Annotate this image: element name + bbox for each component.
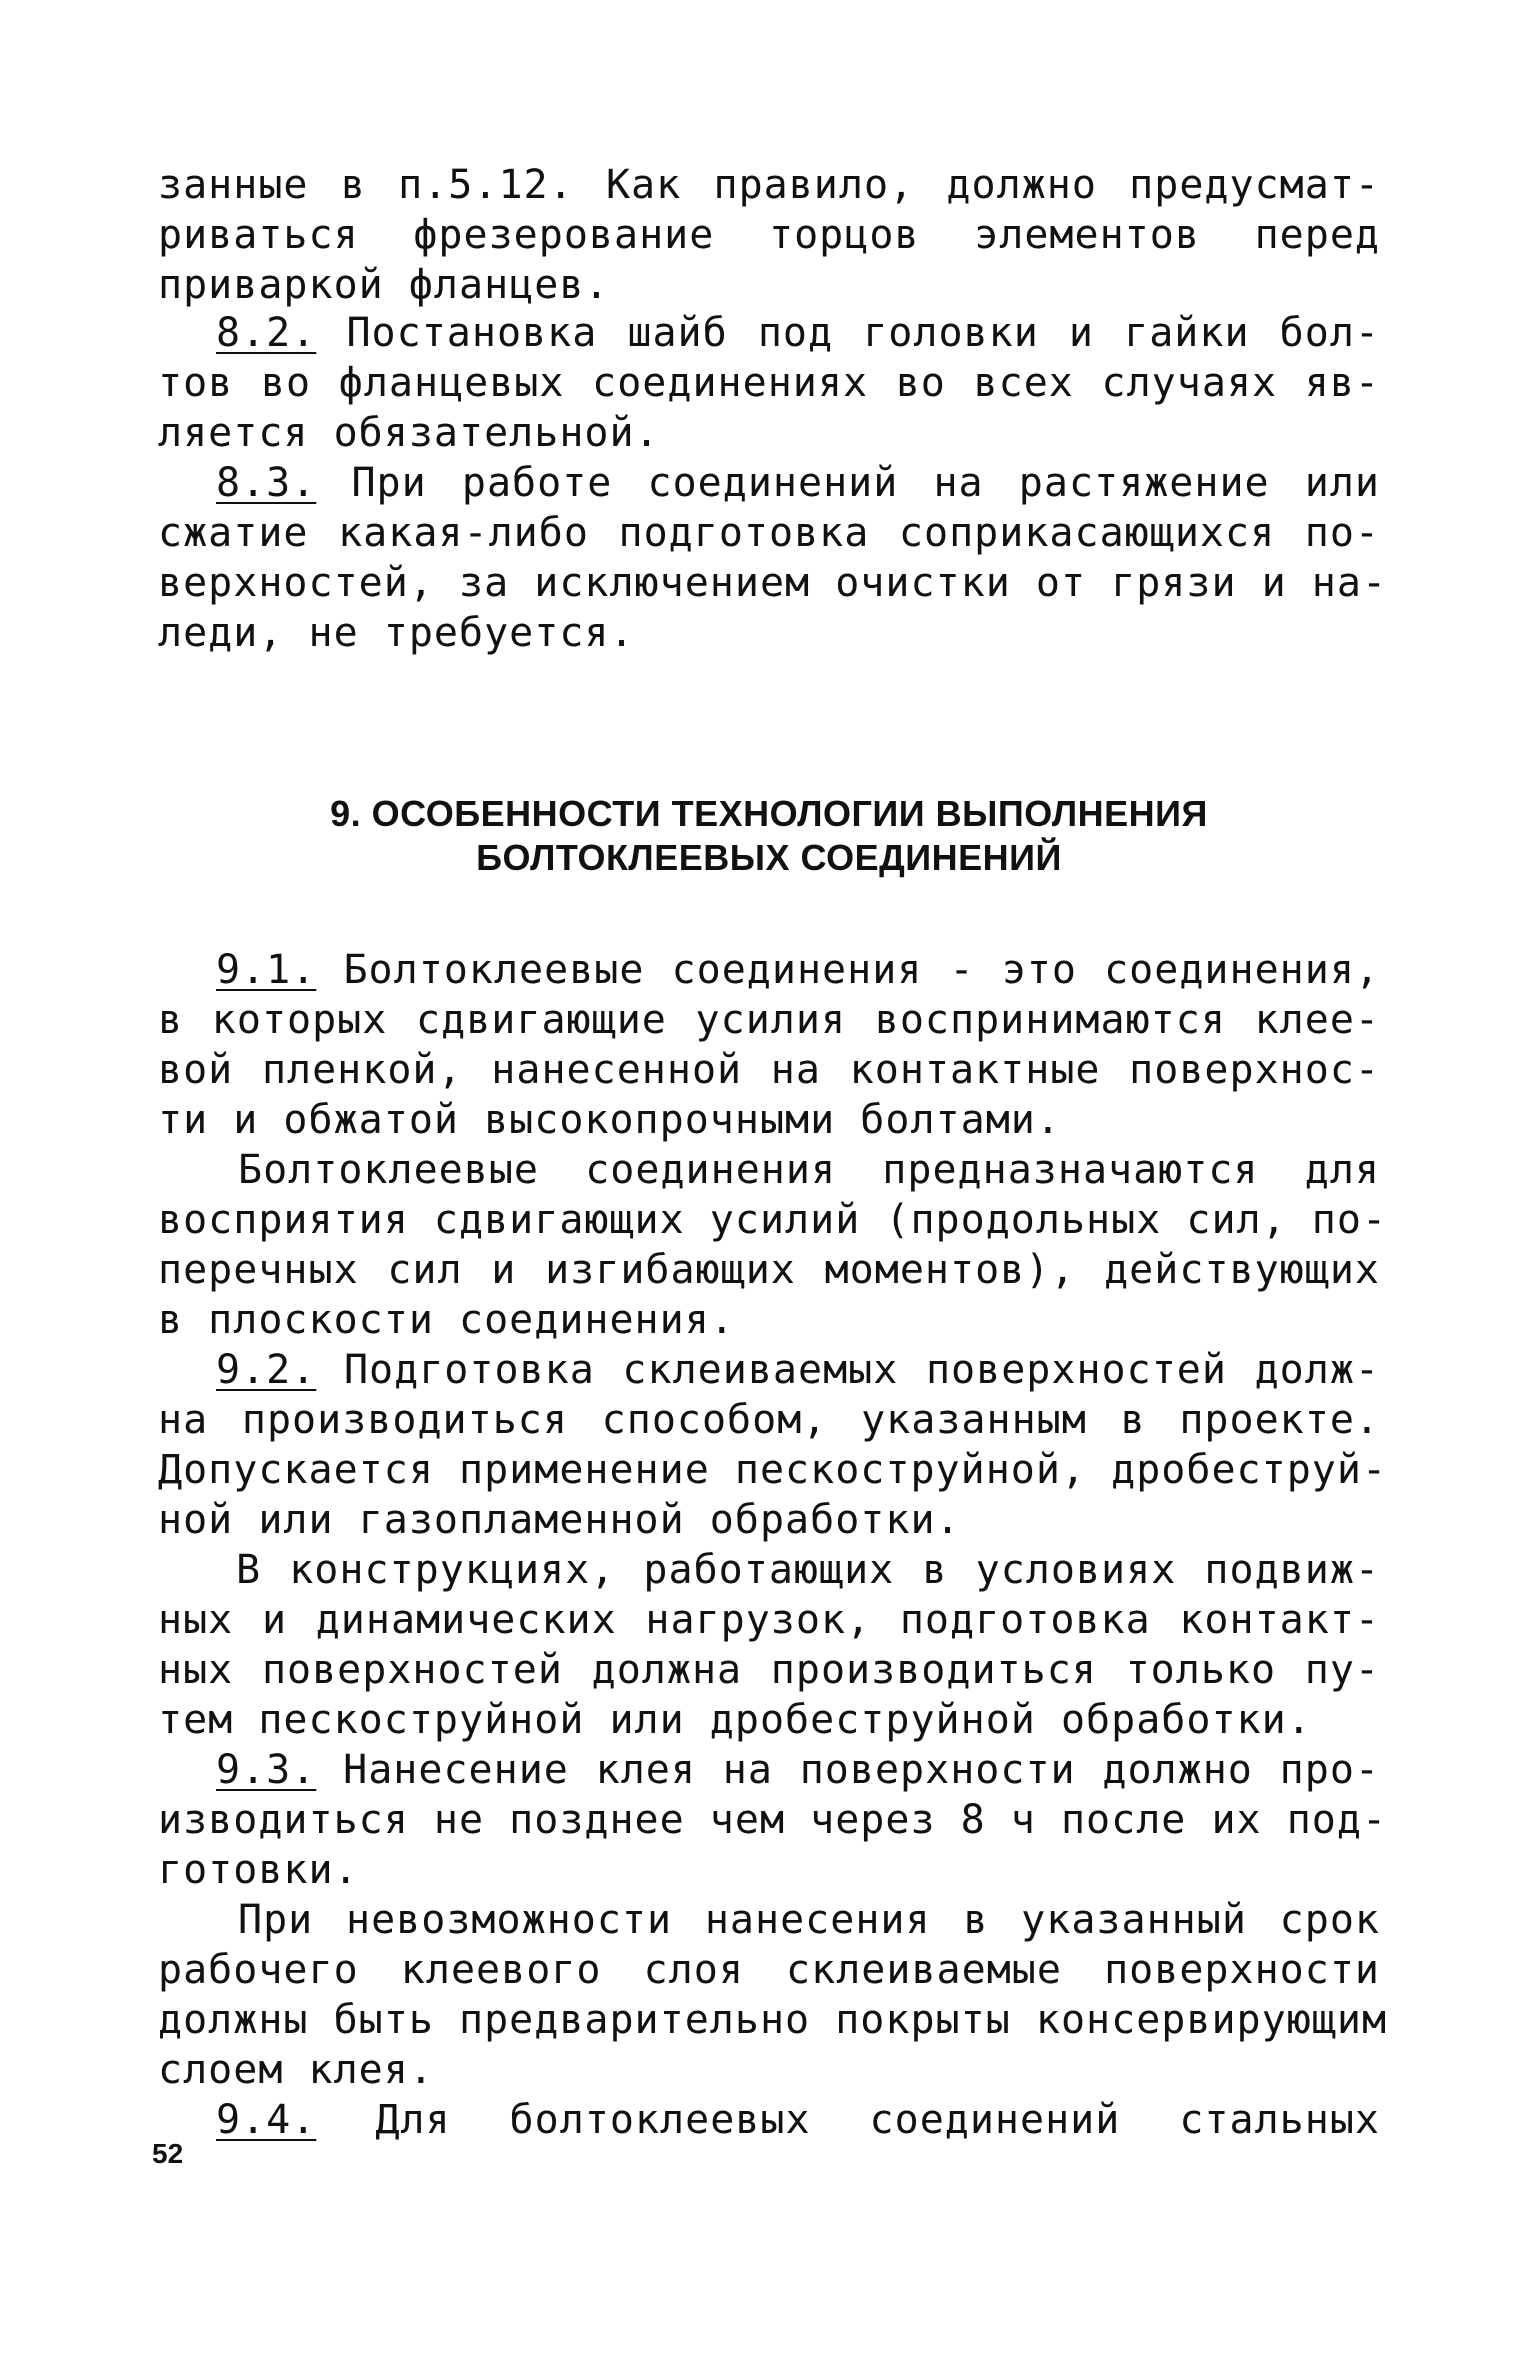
paragraph-8-2: [158, 308, 1380, 458]
text-line: [158, 308, 1380, 358]
clause-text: Нанесение клея на поверхности должно про-: [316, 1747, 1380, 1793]
text-line: [158, 945, 1380, 995]
clause-text: Постановка шайб под головки и гайки бол-: [316, 310, 1380, 356]
text-line: восприятия сдвигающих усилий (продольных сил, по-: [158, 1197, 1388, 1243]
clause-text: Болтоклеевые соединения - это соединения,: [316, 947, 1380, 993]
clause-number: 9.2.: [216, 1347, 317, 1393]
text-line: вой пленкой, нанесенной на контактные поверхнос-: [158, 1047, 1380, 1093]
text-line: В конструкциях, работающих в условиях подвиж-: [236, 1547, 1380, 1593]
paragraph-9-2-continuation: [158, 1545, 1380, 1745]
text-line: риваться фрезерование торцов элементов перед: [158, 212, 1380, 258]
clause-text: Подготовка склеиваемых поверхностей долж-: [316, 1347, 1380, 1393]
paragraph-9-4: [158, 2095, 1380, 2145]
text-line: верхностей, за исключением очистки от грязи и на-: [158, 560, 1388, 606]
text-line: леди, не требуется.: [158, 610, 635, 656]
clause-number: 8.3.: [216, 460, 317, 506]
text-line: тов во фланцевых соединениях во всех случаях яв-: [158, 360, 1380, 406]
clause-text: Для болтоклеевых соединений стальных: [316, 2097, 1380, 2143]
text-line: приваркой фланцев.: [158, 262, 610, 308]
text-line: [158, 458, 1380, 508]
text-line: на производиться способом, указанным в проекте.: [158, 1397, 1380, 1443]
text-line: ной или газопламенной обработки.: [158, 1497, 961, 1543]
text-line: сжатие какая-либо подготовка соприкасающихся по-: [158, 510, 1380, 556]
text-line: изводиться не позднее чем через 8 ч после их под-: [158, 1797, 1388, 1843]
paragraph-9-1: [158, 945, 1380, 1145]
clause-number: 9.1.: [216, 947, 317, 993]
text-line: в плоскости соединения.: [158, 1297, 735, 1343]
text-line: При невозможности нанесения в указанный срок: [238, 1897, 1380, 1943]
text-line: [158, 1745, 1380, 1795]
intro-paragraph: [158, 160, 1380, 310]
page-number: 52: [152, 2138, 184, 2169]
section-heading-line-2: БОЛТОКЛЕЕВЫХ СОЕДИНЕНИЙ: [476, 837, 1062, 878]
text-line: Допускается применение пескоструйной, дробеструй-: [158, 1447, 1388, 1493]
text-line: занные в п.5.12. Как правило, должно предусмат-: [158, 162, 1380, 208]
section-heading-line-1: 9. ОСОБЕННОСТИ ТЕХНОЛОГИИ ВЫПОЛНЕНИЯ: [330, 793, 1208, 834]
text-line: Болтоклеевые соединения предназначаются для: [238, 1147, 1380, 1193]
text-line: должны быть предварительно покрыты консервирующим: [158, 1997, 1388, 2043]
paragraph-9-3: [158, 1745, 1388, 1895]
section-heading: [158, 792, 1380, 880]
text-line: перечных сил и изгибающих моментов), действующих: [158, 1247, 1380, 1293]
text-line: в которых сдвигающие усилия воспринимаются клее-: [158, 997, 1380, 1043]
clause-number: 9.3.: [216, 1747, 317, 1793]
text-line: ных поверхностей должна производиться только пу-: [158, 1647, 1380, 1693]
clause-number: 8.2.: [216, 310, 317, 356]
text-line: готовки.: [158, 1847, 359, 1893]
paragraph-9-3-continuation: [158, 1895, 1388, 2095]
text-line: ных и динамических нагрузок, подготовка контакт-: [158, 1597, 1380, 1643]
text-line: тем пескоструйной или дробеструйной обработки.: [158, 1697, 1312, 1743]
text-line: слоем клея.: [158, 2047, 434, 2093]
text-line: [158, 2095, 1380, 2145]
paragraph-9-2: [158, 1345, 1388, 1545]
text-line: ти и обжатой высокопрочными болтами.: [158, 1097, 1061, 1143]
clause-text: При работе соединений на растяжение или: [316, 460, 1380, 506]
text-line: ляется обязательной.: [158, 410, 660, 456]
paragraph-8-3: [158, 458, 1388, 658]
clause-number: 9.4.: [216, 2097, 317, 2143]
text-line: [158, 1345, 1380, 1395]
text-line: рабочего клеевого слоя склеиваемые поверхности: [158, 1947, 1380, 1993]
paragraph-9-1-continuation: [158, 1145, 1388, 1345]
